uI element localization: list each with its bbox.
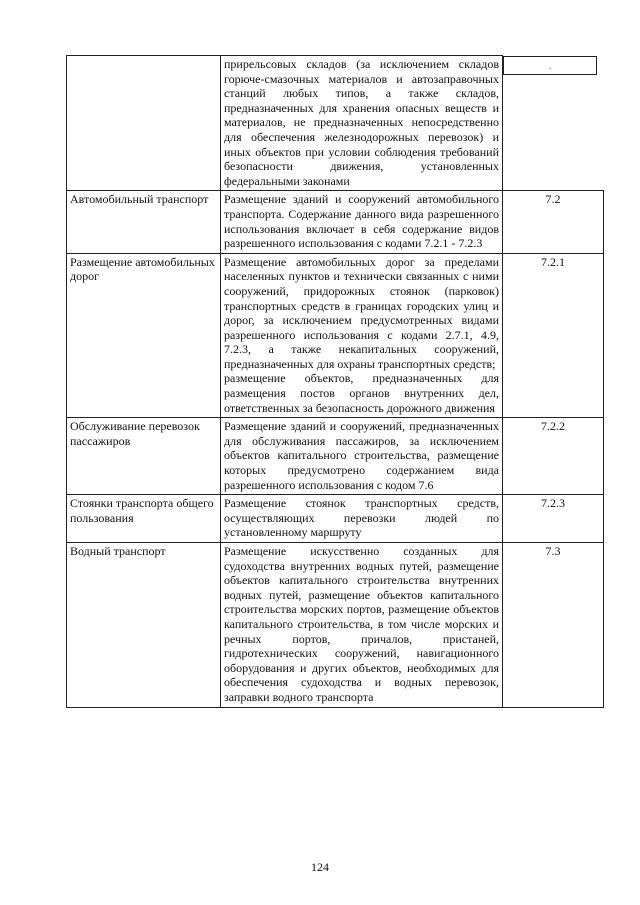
use-type-code: . <box>503 56 597 76</box>
use-type-name: Размещение автомобильных дорог <box>67 253 221 418</box>
table-row <box>67 543 604 708</box>
table-row <box>67 191 604 253</box>
use-type-description <box>221 56 503 191</box>
table-row <box>67 56 604 191</box>
use-type-code: 7.2.3 <box>503 495 604 543</box>
use-type-name: Водный транспорт <box>67 543 221 708</box>
description-paragraph: Размещение автомобильных дорог за пределами населенных пунктов и технически связанных с ними сооружений, придорожных стоянок (парковок) транспортных средств в границах городских улиц и дорог, за исключением предусмотренных видами разрешенного использования с кодами 2.7.1, 4.9, 7.2.3, а также некапитальных сооружений, предназначенных для охраны транспортных средств; <box>224 254 499 371</box>
description-paragraph: Размещение зданий и сооружений, предназначенных для обслуживания пассажиров, за исключением объектов капитального строительства, размещение которых предусмотрено содержанием вида разрешенного использования с кодом 7.6 <box>224 419 499 492</box>
use-type-description <box>221 191 503 253</box>
table-body <box>67 56 604 708</box>
use-type-name: Автомобильный транспорт <box>67 191 221 253</box>
table-row <box>67 253 604 418</box>
description-paragraph: Размещение зданий и сооружений автомобильного транспорта. Содержание данного вида разрешенного использования включает в себя содержание видов разрешенного использования с кодами 7.2.1 - 7.2.3 <box>224 192 499 251</box>
use-type-description <box>221 543 503 708</box>
use-type-code: 7.2 <box>503 191 604 253</box>
use-type-description <box>221 418 503 495</box>
table-row <box>67 418 604 495</box>
use-type-name <box>67 56 221 191</box>
description-paragraph: Размещение искусственно созданных для судоходства внутренних водных путей, размещение объектов капитального строительства внутренних водных путей, размещение объектов капитального строительства морских портов, размещение объектов капитального строительства, в том числе морских и речных портов, причалов, пристаней, гидротехнических сооружений, навигационного оборудования и других объектов, необходимых для обеспечения судоходства и водных перевозок, заправки водного транспорта <box>224 544 499 704</box>
description-paragraph: прирельсовых складов (за исключением складов горюче-смазочных материалов и автозаправочных станций любых типов, а также складов, предназначенных для хранения опасных веществ и материалов, не предназначенных непосредственно для обеспечения железнодорожных перевозок) и иных объектов при условии соблюдения требований безопасности движения, установленных федеральными законами <box>224 57 499 188</box>
description-paragraph: Размещение стоянок транспортных средств, осуществляющих перевозки людей по установленному маршруту <box>224 496 499 540</box>
description-paragraph: размещение объектов, предназначенных для размещения постов органов внутренних дел, ответственных за безопасность дорожного движения <box>224 371 499 415</box>
use-type-description <box>221 495 503 543</box>
use-type-code: 7.2.2 <box>503 418 604 495</box>
use-type-name: Стоянки транспорта общего пользования <box>67 495 221 543</box>
use-type-description <box>221 253 503 418</box>
land-use-table <box>66 55 604 708</box>
use-type-name: Обслуживание перевозок пассажиров <box>67 418 221 495</box>
use-type-code: 7.2.1 <box>503 253 604 418</box>
table-row <box>67 495 604 543</box>
use-type-code: 7.3 <box>503 543 604 708</box>
page-number: 124 <box>311 860 329 874</box>
